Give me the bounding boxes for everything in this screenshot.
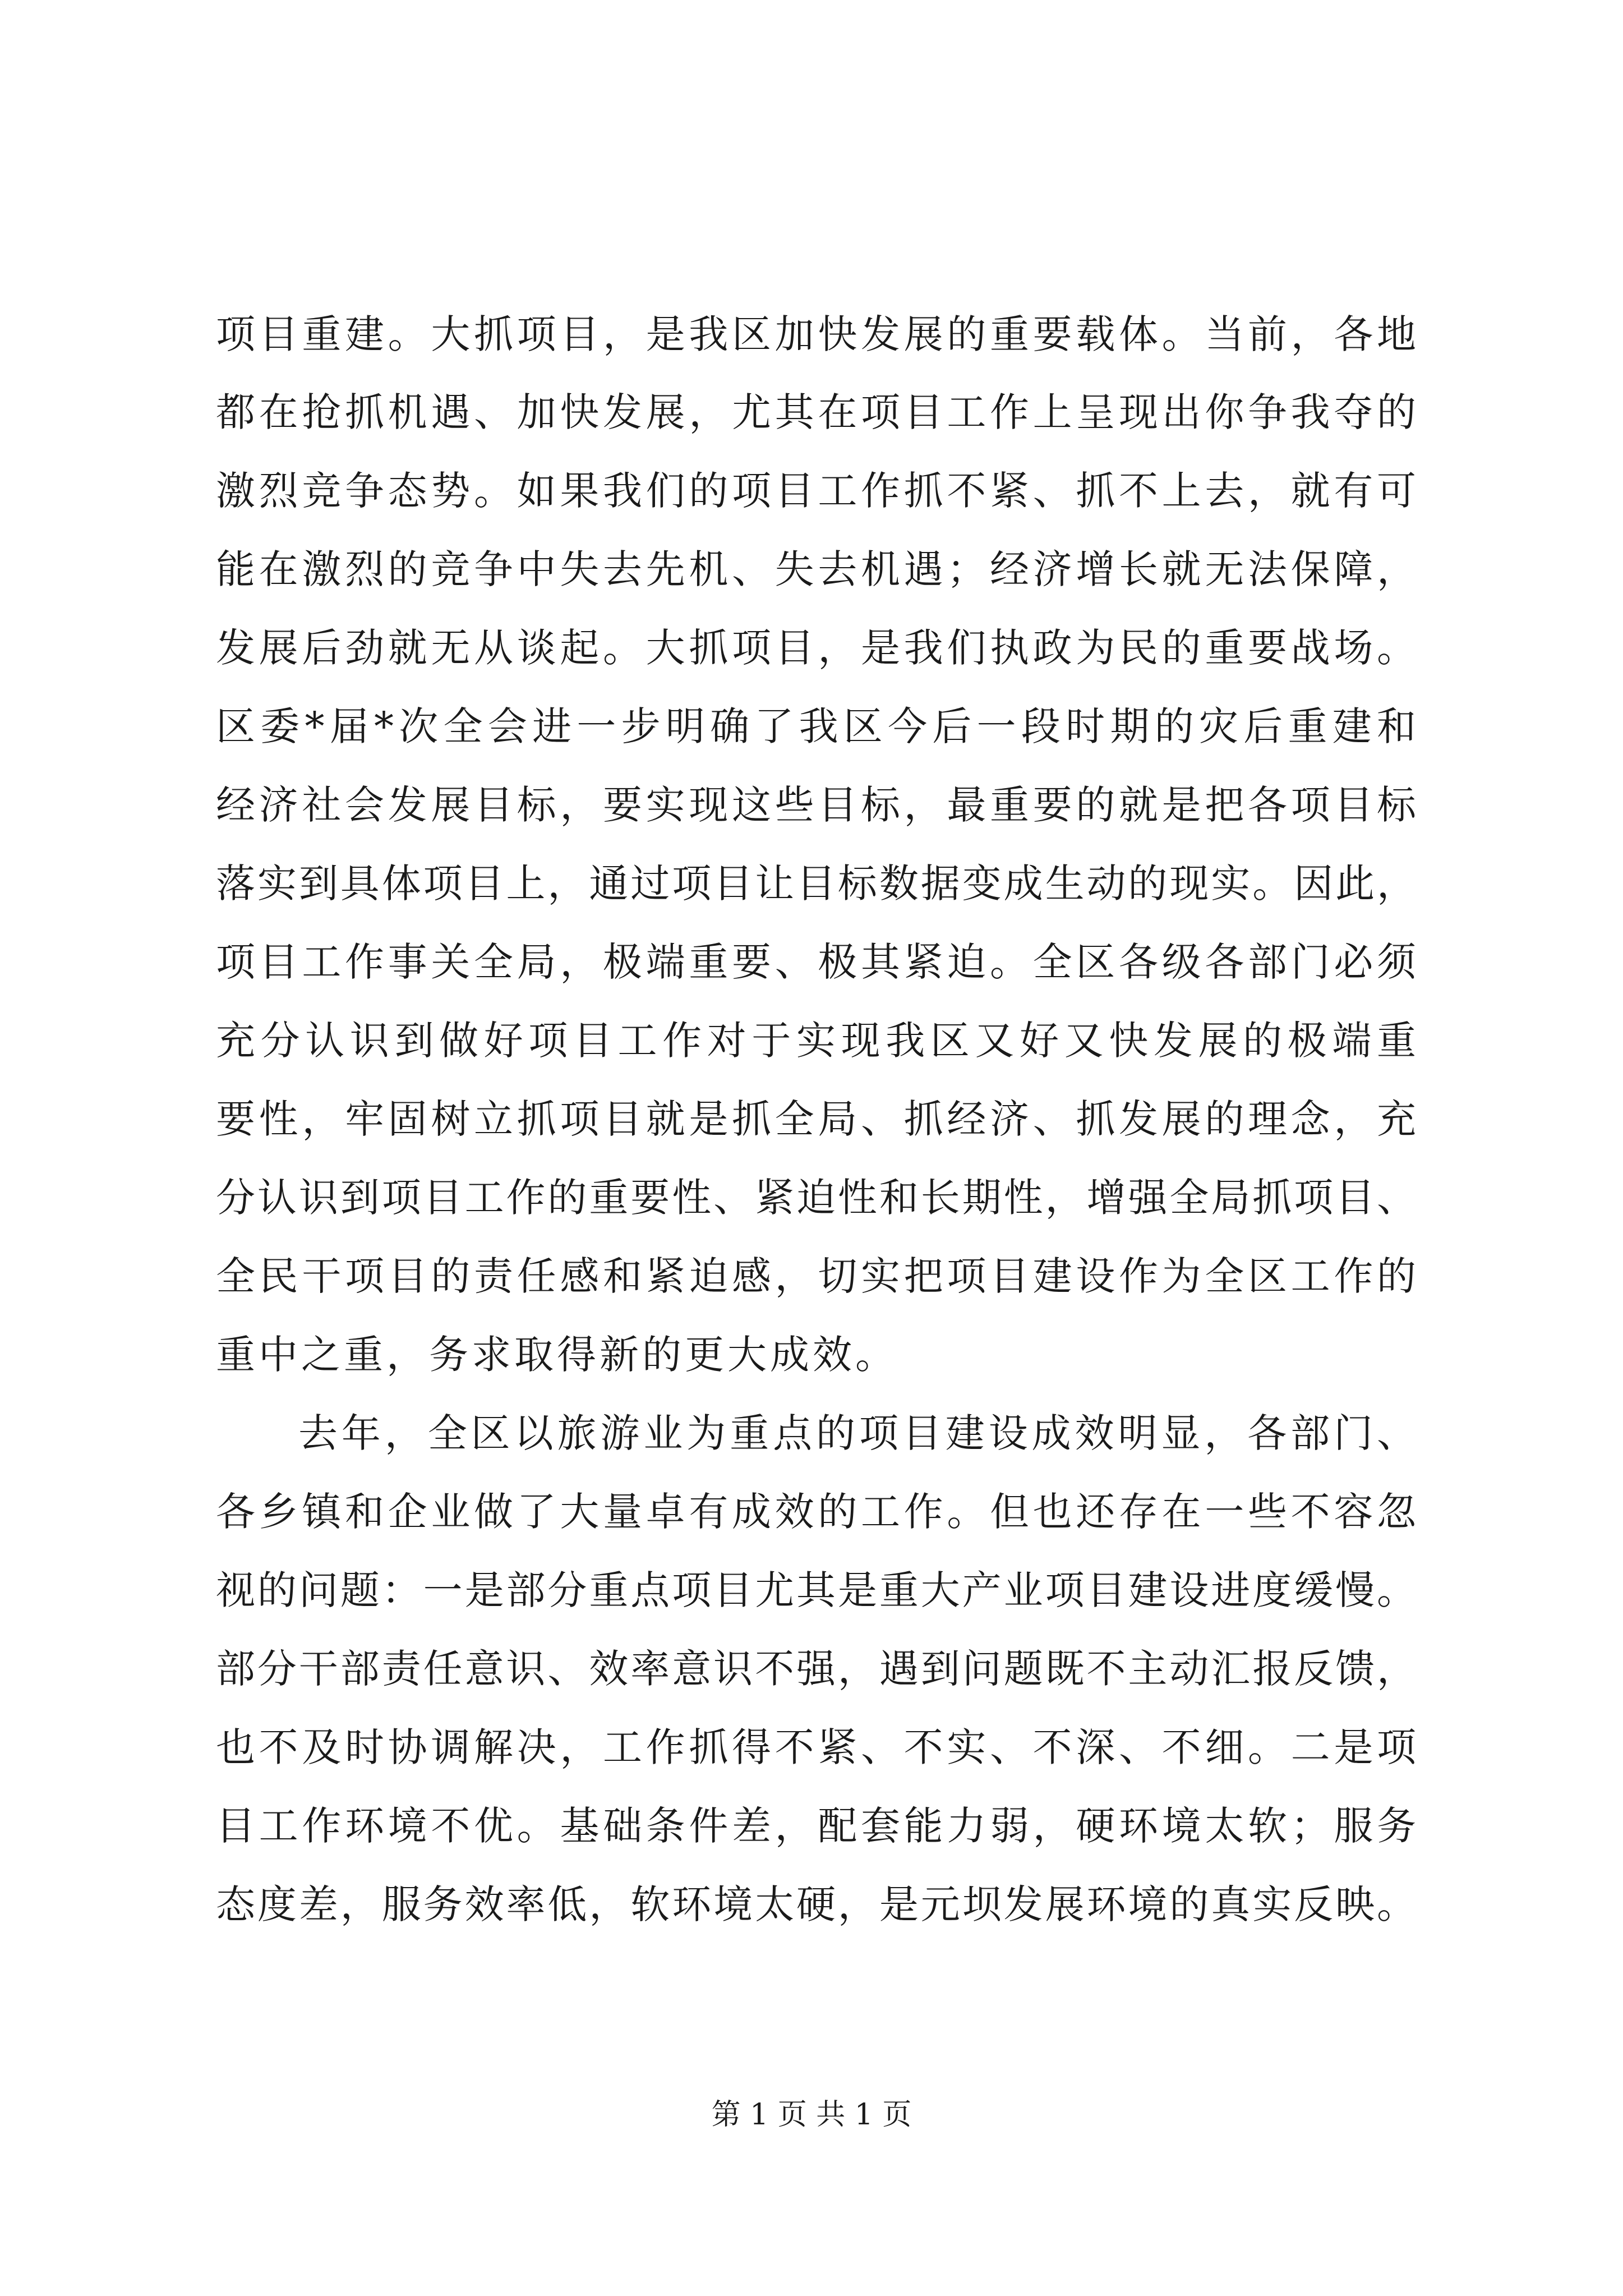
paragraph-2-line-5: 也不及时协调解决，工作抓得不紧、不实、不深、不细。二是项 (216, 1724, 1416, 1770)
paragraph-1-line-10: 充分认识到做好项目工作对于实现我区又好又快发展的极端重 (216, 1018, 1416, 1064)
paragraph-1-line-5: 发展后劲就无从谈起。大抓项目，是我们执政为民的重要战场。 (216, 625, 1416, 671)
paragraph-1-line-4: 能在激烈的竞争中失去先机、失去机遇；经济增长就无法保障， (216, 546, 1416, 592)
paragraph-2-line-6: 目工作环境不优。基础条件差，配套能力弱，硬环境太软；服务 (216, 1803, 1416, 1849)
paragraph-2-line-2: 各乡镇和企业做了大量卓有成效的工作。但也还存在一些不容忽 (216, 1489, 1416, 1535)
paragraph-1-line-6: 区委*届*次全会进一步明确了我区今后一段时期的灾后重建和 (216, 703, 1416, 749)
paragraph-1-line-11: 要性，牢固树立抓项目就是抓全局、抓经济、抓发展的理念，充 (216, 1096, 1416, 1142)
paragraph-2-line-7: 态度差，服务效率低，软环境太硬，是元坝发展环境的真实反映。 (216, 1881, 1416, 1927)
paragraph-1-line-9: 项目工作事关全局，极端重要、极其紧迫。全区各级各部门必须 (216, 939, 1416, 985)
paragraph-1-line-14: 重中之重，务求取得新的更大成效。 (216, 1332, 898, 1378)
paragraph-1-line-2: 都在抢抓机遇、加快发展，尤其在项目工作上呈现出你争我夺的 (216, 389, 1416, 435)
paragraph-1-line-12: 分认识到项目工作的重要性、紧迫性和长期性，增强全局抓项目、 (216, 1175, 1416, 1221)
paragraph-1-line-13: 全民干项目的责任感和紧迫感，切实把项目建设作为全区工作的 (216, 1253, 1416, 1299)
paragraph-2-line-3: 视的问题：一是部分重点项目尤其是重大产业项目建设进度缓慢。 (216, 1567, 1416, 1613)
paragraph-2-line-4: 部分干部责任意识、效率意识不强，遇到问题既不主动汇报反馈， (216, 1646, 1416, 1692)
paragraph-1-line-7: 经济社会发展目标，要实现这些目标，最重要的就是把各项目标 (216, 782, 1416, 828)
paragraph-1-line-1: 项目重建。大抓项目，是我区加快发展的重要载体。当前，各地 (216, 311, 1416, 357)
page-footer: 第 1 页 共 1 页 (711, 2098, 912, 2132)
paragraph-1-line-3: 激烈竞争态势。如果我们的项目工作抓不紧、抓不上去，就有可 (216, 468, 1416, 514)
paragraph-1-line-8: 落实到具体项目上，通过项目让目标数据变成生动的现实。因此， (216, 861, 1416, 907)
paragraph-2-line-1: 去年，全区以旅游业为重点的项目建设成效明显，各部门、 (298, 1410, 1416, 1456)
